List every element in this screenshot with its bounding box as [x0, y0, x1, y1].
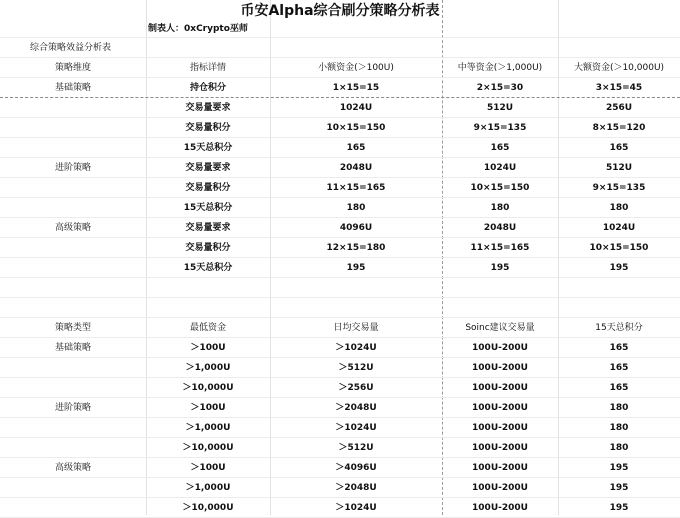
empty-row[interactable] — [0, 298, 680, 318]
table-cell: 12×15=180 — [326, 243, 386, 253]
header-cell: 大额资金(＞10,000U) — [573, 63, 665, 73]
table-row[interactable] — [0, 358, 680, 378]
table-cell: 10×15=150 — [326, 123, 386, 133]
table-cell: 交易量要求 — [185, 103, 231, 113]
table-cell: ＞1024U — [335, 423, 377, 433]
table-row[interactable] — [0, 178, 680, 198]
table-cell: 195 — [609, 263, 629, 273]
table-cell — [0, 498, 146, 518]
table-row[interactable] — [0, 238, 680, 258]
table-cell: 11×15=165 — [326, 183, 386, 193]
table-cell: 100U-200U — [472, 423, 528, 433]
table-row[interactable] — [0, 378, 680, 398]
table-cell: ＞1024U — [335, 343, 377, 353]
header-cell: 15天总积分 — [595, 323, 643, 333]
table-cell: 512U — [486, 103, 514, 113]
table-cell: 256U — [605, 103, 633, 113]
table-cell: 195 — [609, 503, 629, 513]
table-cell: 2048U — [339, 163, 373, 173]
table-cell: ＞10,000U — [182, 443, 234, 453]
table-row[interactable] — [0, 438, 680, 458]
table-cell — [0, 118, 146, 138]
table-cell: 100U-200U — [472, 343, 528, 353]
table-cell: 2×15=30 — [476, 83, 524, 93]
table-cell: 进阶策略 — [54, 163, 91, 173]
table-cell: ＞100U — [190, 343, 226, 353]
table-cell: 165 — [609, 343, 629, 353]
table-row[interactable] — [0, 138, 680, 158]
sheet-title: 币安Alpha综合刷分策略分析表 — [240, 3, 440, 19]
table-cell: 1024U — [483, 163, 517, 173]
table-cell: 180 — [609, 403, 629, 413]
table-cell: 180 — [609, 203, 629, 213]
table-row[interactable] — [0, 158, 680, 178]
table-cell: 交易量积分 — [185, 243, 231, 253]
table-cell: 100U-200U — [472, 483, 528, 493]
table-cell: 100U-200U — [472, 503, 528, 513]
table-cell: 100U-200U — [472, 383, 528, 393]
table-cell: ＞1024U — [335, 503, 377, 513]
table-cell — [0, 238, 146, 258]
table-cell: 165 — [609, 363, 629, 373]
table-cell: 1024U — [602, 223, 636, 233]
table-cell: ＞2048U — [335, 483, 377, 493]
table-cell — [0, 138, 146, 158]
table-cell: 进阶策略 — [54, 403, 91, 413]
empty-row[interactable] — [0, 278, 680, 298]
table-cell: 100U-200U — [472, 403, 528, 413]
table-cell: 100U-200U — [472, 443, 528, 453]
table-cell: 15天总积分 — [183, 143, 233, 153]
table2-header-row[interactable] — [0, 318, 680, 338]
table-cell: 15天总积分 — [183, 203, 233, 213]
table-cell: 195 — [490, 263, 510, 273]
table-cell: 交易量要求 — [185, 223, 231, 233]
table-cell: ＞256U — [338, 383, 374, 393]
header-cell: 日均交易量 — [333, 323, 379, 333]
table-cell: 基础策略 — [54, 343, 91, 353]
table-cell: 180 — [490, 203, 510, 213]
table-cell: 4096U — [339, 223, 373, 233]
table-cell: ＞512U — [338, 363, 374, 373]
table-cell: 基础策略 — [54, 83, 91, 93]
table-cell: ＞10,000U — [182, 383, 234, 393]
table-cell: 165 — [346, 143, 366, 153]
table-cell: 高级策略 — [54, 463, 91, 473]
table-cell: 8×15=120 — [592, 123, 646, 133]
table-cell — [0, 198, 146, 218]
table-cell: 165 — [490, 143, 510, 153]
table-cell: 11×15=165 — [470, 243, 530, 253]
table-cell: ＞1,000U — [185, 423, 231, 433]
table-cell: 180 — [346, 203, 366, 213]
table-cell: 9×15=135 — [592, 183, 646, 193]
header-cell: 指标详情 — [189, 63, 226, 73]
table-row[interactable] — [0, 118, 680, 138]
table-cell: 交易量积分 — [185, 123, 231, 133]
table-cell — [0, 358, 146, 378]
table-cell: 165 — [609, 383, 629, 393]
table-cell: 高级策略 — [54, 223, 91, 233]
table-cell: ＞1,000U — [185, 363, 231, 373]
table-row[interactable] — [0, 478, 680, 498]
table-cell: 100U-200U — [472, 463, 528, 473]
table-row[interactable] — [0, 398, 680, 418]
header-cell: 中等资金(＞1,000U) — [457, 63, 543, 73]
table-cell: 10×15=150 — [470, 183, 530, 193]
table-row[interactable] — [0, 338, 680, 358]
table-cell — [0, 478, 146, 498]
table-row[interactable] — [0, 498, 680, 518]
table-cell: ＞512U — [338, 443, 374, 453]
table-cell: 512U — [605, 163, 633, 173]
table-cell — [0, 178, 146, 198]
header-cell: 策略类型 — [54, 323, 91, 333]
table-cell: 195 — [346, 263, 366, 273]
table-cell: 100U-200U — [472, 363, 528, 373]
table-cell — [0, 418, 146, 438]
table-row[interactable] — [0, 258, 680, 278]
table-cell: ＞1,000U — [185, 483, 231, 493]
table-cell: 10×15=150 — [589, 243, 649, 253]
table1-header-row[interactable] — [0, 58, 680, 78]
header-cell: 最低资金 — [189, 323, 226, 333]
table-cell: ＞2048U — [335, 403, 377, 413]
table-cell: ＞4096U — [335, 463, 377, 473]
author-label: 制表人：0xCrypto巫师 — [148, 24, 248, 34]
table-cell: 15天总积分 — [183, 263, 233, 273]
table-cell: ＞10,000U — [182, 503, 234, 513]
header-cell: Soinc建议交易量 — [465, 323, 535, 333]
table-cell: 195 — [609, 463, 629, 473]
table-row[interactable] — [0, 458, 680, 478]
table-cell: 1×15=15 — [332, 83, 380, 93]
table-cell: 持仓积分 — [189, 83, 226, 93]
table-cell: 交易量要求 — [185, 163, 231, 173]
table-row[interactable] — [0, 418, 680, 438]
header-cell: 小额资金(＞100U) — [318, 63, 394, 73]
table-cell: 165 — [609, 143, 629, 153]
table-row[interactable] — [0, 218, 680, 238]
table-cell: ＞100U — [190, 403, 226, 413]
section-title: 综合策略效益分析表 — [30, 43, 112, 53]
table-cell: 180 — [609, 423, 629, 433]
table-cell — [0, 378, 146, 398]
table-cell — [0, 98, 146, 118]
table-cell: 1024U — [339, 103, 373, 113]
table-row[interactable] — [0, 78, 680, 98]
author-row — [0, 18, 680, 38]
table-cell: 180 — [609, 443, 629, 453]
table-row[interactable] — [0, 98, 680, 118]
table-cell: ＞100U — [190, 463, 226, 473]
table-cell: 交易量积分 — [185, 183, 231, 193]
table-cell: 2048U — [483, 223, 517, 233]
table-cell: 9×15=135 — [473, 123, 527, 133]
table-cell: 195 — [609, 483, 629, 493]
table-cell — [0, 258, 146, 278]
table-row[interactable] — [0, 198, 680, 218]
table-cell: 3×15=45 — [595, 83, 643, 93]
header-cell: 策略维度 — [54, 63, 91, 73]
section-title-row[interactable] — [0, 38, 680, 58]
table-cell — [0, 438, 146, 458]
